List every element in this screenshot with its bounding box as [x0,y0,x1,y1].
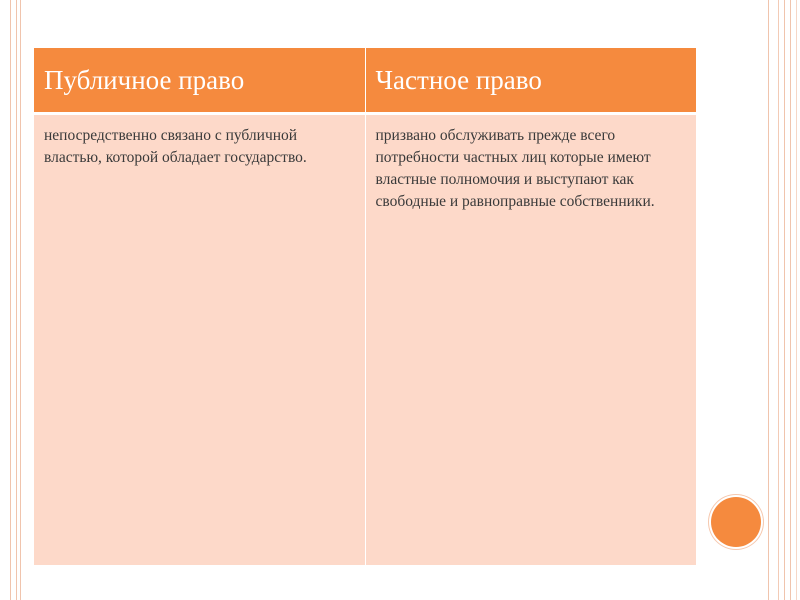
right-border-line [790,0,791,600]
right-border-line [796,0,797,600]
left-border-line [16,0,17,600]
cell-private-law-description: призвано обслуживать прежде всего потребности частных лиц которые имеют властные полномочия и выступают как свободные и равноправные собственники. [365,114,696,566]
right-border-line [784,0,785,600]
decorative-circle-icon [711,497,761,547]
table-row [34,114,696,566]
right-border-line [778,0,779,600]
header-public-law: Публичное право [34,48,365,114]
left-border-line [20,0,21,600]
comparison-table [34,48,696,565]
right-border-line [768,0,769,600]
cell-public-law-description: непосредственно связано с публичной властью, которой обладает государство. [34,114,365,566]
table-header-row [34,48,696,114]
header-private-law: Частное право [365,48,696,114]
left-border-line [10,0,11,600]
